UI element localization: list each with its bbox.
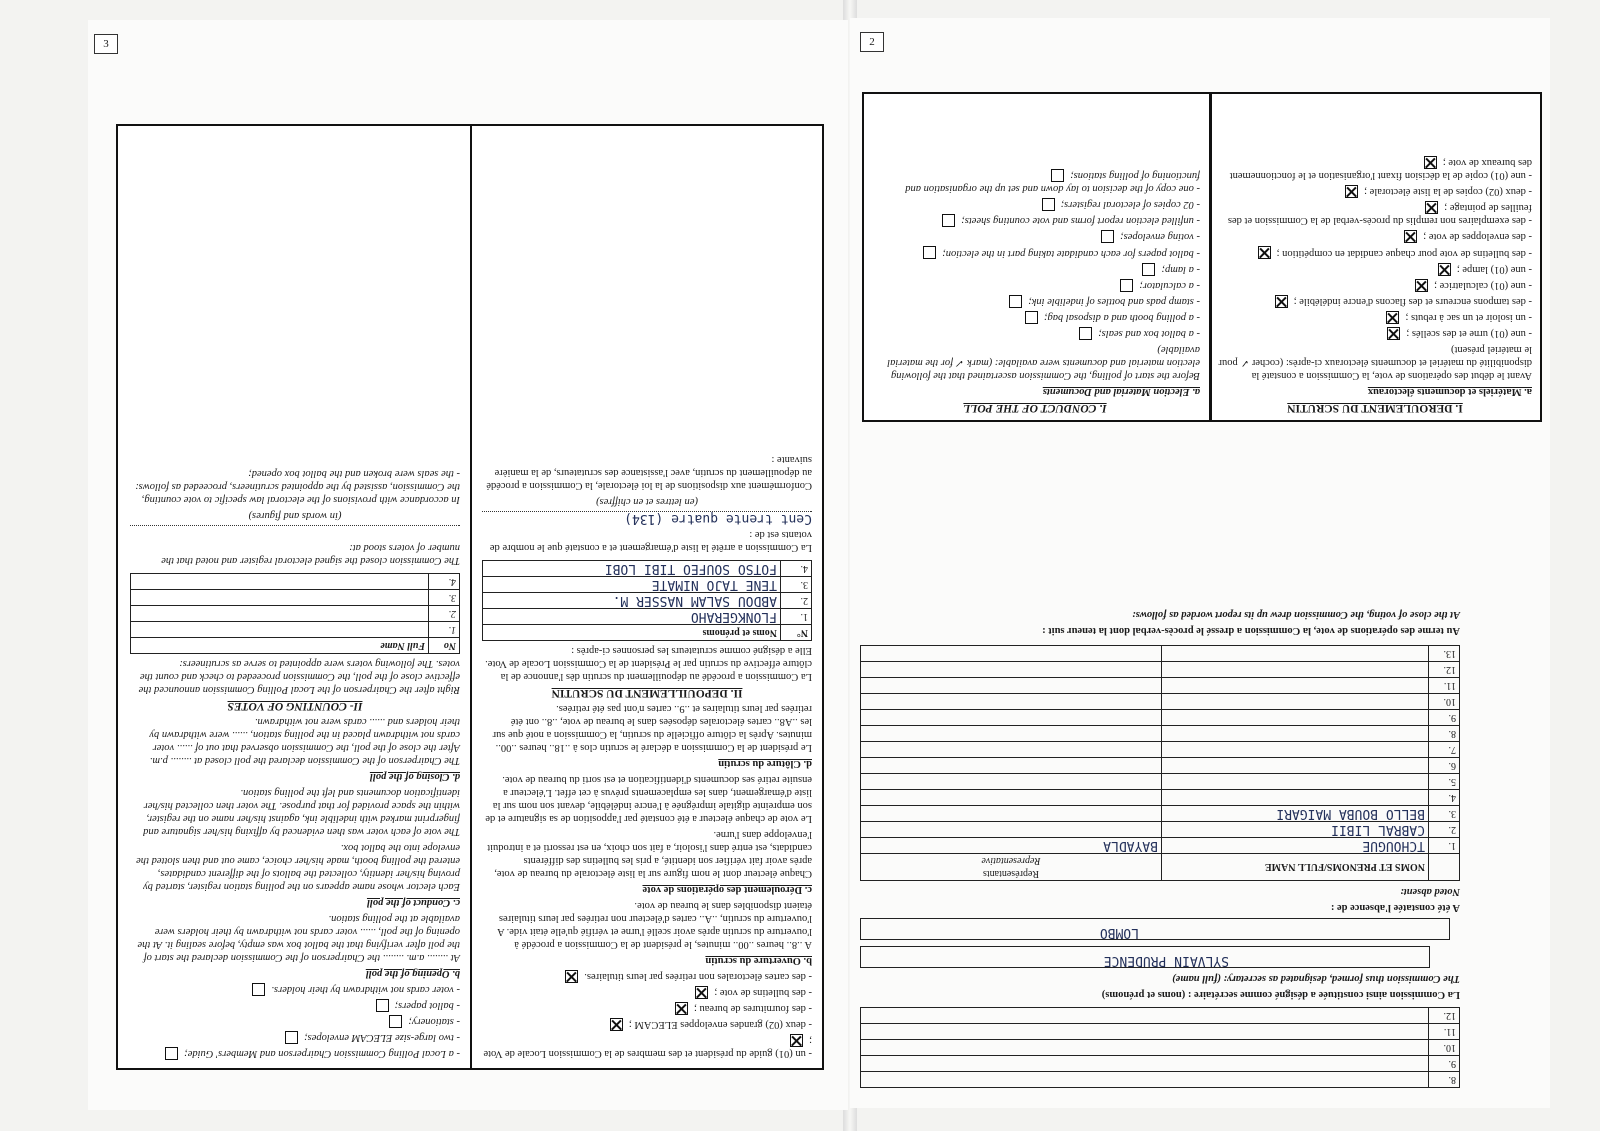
- fr-item: - une (01) calculatrice ;: [1218, 279, 1532, 292]
- row-number: 11.: [1429, 678, 1460, 694]
- fr-materials-title: a. Matériels et documents électoraux: [1367, 386, 1532, 397]
- table-row: [483, 608, 812, 624]
- en-materials-intro: Before the start of polling, the Commission ascertained that the following election material and documents were available: (mark ✓ for the material available): [887, 344, 1200, 381]
- table-row: [861, 710, 1460, 726]
- en-voters-note: (in words and figures): [248, 509, 342, 521]
- row-number: 11.: [1429, 1024, 1460, 1040]
- rep-name[interactable]: TCHOUGUE: [1162, 838, 1429, 854]
- row-number: 4.: [1429, 790, 1460, 806]
- table-row: [861, 726, 1460, 742]
- en-counting-title: II- COUNTING OF VOTES: [227, 699, 363, 712]
- checkbox[interactable]: [1025, 311, 1038, 324]
- table-row: [861, 678, 1460, 694]
- scrutineer-name[interactable]: [131, 589, 429, 605]
- rep-party[interactable]: [861, 742, 1162, 758]
- checkbox[interactable]: [565, 970, 578, 983]
- en-opening-title: b. Opening of the poll: [365, 967, 460, 979]
- checkbox[interactable]: [1120, 279, 1133, 292]
- page-number: 2: [860, 32, 884, 52]
- en-materials-title: a. Election Material and Documents: [1042, 386, 1200, 397]
- rep-name[interactable]: [1162, 758, 1429, 774]
- english-column: [130, 464, 460, 1060]
- row-number: 9.: [1429, 710, 1460, 726]
- rep-party[interactable]: [861, 806, 1162, 822]
- row-number: 9.: [1429, 1056, 1460, 1072]
- absent-name: LOMBO: [1099, 925, 1139, 940]
- en-item: - 02 copies of electoral registers;: [870, 198, 1200, 211]
- en-closing-text: The Chairperson of the Commission declared the poll closed at ........ p.m. After the close of the poll, the Commission observed that out of ...... voter cards not withdrawn placed in the polling station, ...... were withdrawn by their holders and ...... cards were not withdrawn.: [149, 715, 460, 766]
- rep-name[interactable]: [1162, 694, 1429, 710]
- en-material-1: - a Local Polling Commission Chairperson and Members' Guide;: [130, 1047, 460, 1060]
- table-header: No: [429, 637, 460, 653]
- en-item: - a calculator;: [870, 279, 1200, 292]
- column-divider: [1209, 94, 1212, 420]
- fr-item: - des bulletins de vote pour chaque candidat en compétition ;: [1218, 246, 1532, 259]
- fr-item: - deux (02) copies de la liste électorale ;: [1218, 185, 1532, 198]
- scrutateur-name[interactable]: FLONKGERAHO: [483, 608, 781, 624]
- rep-party[interactable]: [861, 710, 1162, 726]
- fr-opening-title: b. Ouverture du scrutin: [705, 954, 812, 966]
- table-header: N°: [781, 624, 812, 640]
- row-cell[interactable]: [861, 1072, 1429, 1088]
- secretary-fr: La Commission ainsi constituée a désigné comme secrétaire : (noms et prénoms): [1101, 989, 1460, 1000]
- french-column: [482, 450, 812, 1060]
- fr-material-4: - des bulletins de vote ;: [482, 986, 812, 999]
- table-row: [861, 646, 1460, 662]
- form-frame: [116, 124, 824, 1070]
- row-number: 13.: [1429, 646, 1460, 662]
- row-number: 2.: [429, 605, 460, 621]
- fr-item: - une (01) copie de la décision fixant l'organisation et le fonctionnement des bureaux de vote ;: [1229, 157, 1532, 182]
- checkbox[interactable]: [1425, 201, 1438, 214]
- rep-party[interactable]: [861, 790, 1162, 806]
- fr-item: - une (01) urne et des scellés ;: [1218, 327, 1532, 340]
- english-materials: [870, 166, 1200, 414]
- table-row: [861, 662, 1460, 678]
- row-number: 12.: [1429, 1008, 1460, 1024]
- table-row: [131, 621, 460, 637]
- checkbox[interactable]: [1009, 295, 1022, 308]
- fr-counting-text: La Commission a procédé au dépouillement du scrutin dès l'annonce de la clôture effective du scrutin par le Président de la Commission Locale de Vote. Elle a désigné comme scrutateurs les personnes ci-après :: [485, 644, 812, 682]
- fr-section-title: I. DEROULEMENT DU SCRUTIN: [1287, 402, 1463, 414]
- page-number: 3: [94, 34, 118, 54]
- table-row: [483, 592, 812, 608]
- row-number: 3.: [1429, 806, 1460, 822]
- row-cell[interactable]: [861, 1040, 1429, 1056]
- table-row: [861, 822, 1460, 838]
- fr-item: - des tampons encreurs et des flacons d'encre indélébile ;: [1218, 295, 1532, 308]
- checkbox[interactable]: [923, 246, 936, 259]
- row-cell[interactable]: [861, 1056, 1429, 1072]
- scrutineer-name[interactable]: [131, 573, 429, 589]
- top-rows: [860, 605, 1460, 1088]
- table-row: [861, 1072, 1460, 1088]
- fr-material-1: - un (01) guide du président et des membres de la Commission Locale de Vote ;: [483, 1035, 812, 1059]
- checkbox[interactable]: [790, 1034, 803, 1047]
- rep-party[interactable]: [861, 662, 1162, 678]
- row-number: 5.: [1429, 774, 1460, 790]
- table-header: Full Name: [131, 637, 429, 653]
- summary-en: At the close of voting, the Commission drew up its report worded as follows:: [1132, 609, 1460, 620]
- rep-name[interactable]: BELLO BOUBA MAIGARI: [1162, 806, 1429, 822]
- fr-opening-text: A ..8.. heures ..00.. minutes, le président de la Commission a procédé à l'ouverture du scrutin après avoir scellé l'urne et vérifié qu'elle était vide. A l'ouverture du scrutin, ..A.. cartes d'électeur non retirées par leurs titulaires étaient disponibles dans le bureau de vote.: [497, 899, 812, 950]
- checkbox[interactable]: [165, 1047, 178, 1060]
- rep-name[interactable]: [1162, 774, 1429, 790]
- checkbox[interactable]: [1258, 246, 1271, 259]
- absence-fr: A été constatée l'absence de :: [1330, 902, 1460, 913]
- table-row: [861, 790, 1460, 806]
- checkbox[interactable]: [376, 999, 389, 1012]
- rep-party[interactable]: [861, 646, 1162, 662]
- scrutineer-name[interactable]: [131, 605, 429, 621]
- checkbox[interactable]: [1051, 169, 1064, 182]
- table-row: [861, 742, 1460, 758]
- en-counting-text: Right after the Chairperson of the Local Polling Commission announced the effective close of the poll, the Commission proceeded to check and count the votes. The following voters were appointed to serve as scrutineers:: [138, 657, 460, 695]
- fr-item: - des enveloppes de vote ;: [1218, 230, 1532, 243]
- rep-party[interactable]: [861, 758, 1162, 774]
- en-material-4: - ballot papers;: [130, 999, 460, 1012]
- row-number: 2.: [1429, 822, 1460, 838]
- rep-name[interactable]: [1162, 646, 1429, 662]
- fr-counting-title: II. DEPOUILLEMENT DU SCRUTIN: [551, 686, 743, 699]
- row-number: 4.: [781, 560, 812, 576]
- en-material-5: - voter cards not withdrawn by their holders.: [130, 983, 460, 996]
- row-number: 7.: [1429, 742, 1460, 758]
- row-number: 8.: [1429, 1072, 1460, 1088]
- fr-votants-note: (en lettres et en chiffres): [596, 495, 698, 507]
- checkbox[interactable]: [1424, 156, 1437, 169]
- secretary-field[interactable]: [860, 946, 1430, 968]
- table-row: [861, 758, 1460, 774]
- voters-value-field[interactable]: [130, 525, 460, 538]
- row-number: 1.: [1429, 838, 1460, 854]
- checkbox[interactable]: [1345, 185, 1358, 198]
- en-conduct-text-2: The vote of each voter was then evidenced by affixing his/her signature and fingerprint marked with indelible ink, against his/her name on the register, within the space provided for that purpose. The voter then collected his/her identification documents and left the polling station.: [143, 786, 460, 837]
- en-item: - a ballot box and seals;: [870, 327, 1200, 340]
- fr-material-3: - des fournitures de bureau ;: [482, 1002, 812, 1015]
- rep-party[interactable]: [861, 726, 1162, 742]
- row-number: 1.: [781, 608, 812, 624]
- table-row: [483, 560, 812, 576]
- en-opening-text: At ........ a.m. ........ the Chairperson of the Commission declared the start of the poll after verifying that the ballot box was empty, before sealing it. At the opening of the poll, ...... voter cards not withdrawn by their holders were available at the polling station.: [137, 912, 460, 963]
- row-number: 10.: [1429, 694, 1460, 710]
- scrutineer-name[interactable]: [131, 621, 429, 637]
- rep-name[interactable]: [1162, 790, 1429, 806]
- en-item: - a lamp;: [870, 263, 1200, 276]
- checkbox[interactable]: [1415, 279, 1428, 292]
- checkbox[interactable]: [1386, 311, 1399, 324]
- top-rows-table: [860, 1007, 1460, 1088]
- checkbox[interactable]: [610, 1018, 623, 1031]
- en-item: - stamp pads and bottles of indelible ink;: [870, 295, 1200, 308]
- rep-name[interactable]: [1162, 726, 1429, 742]
- table-row: [131, 605, 460, 621]
- representative-header: [861, 854, 1162, 881]
- rep-header-en: Representative: [981, 855, 1041, 866]
- en-final-text: In accordance with provisions of the electoral law specific to vote counting, the Commission, assisted by the appointed scrutineers, proceeded as follows: - the seals were broken and the ballot box opened;: [135, 467, 460, 505]
- checkbox[interactable]: [252, 983, 265, 996]
- rep-name[interactable]: [1162, 678, 1429, 694]
- fr-item: - une (01) lampe ;: [1218, 263, 1532, 276]
- fr-final-text: Conformément aux dispositions de la loi électorale, la Commission a procédé au dépouillement du scrutin, avec l'assistance des scrutateurs, de la manière suivante :: [486, 453, 812, 491]
- checkbox[interactable]: [1275, 295, 1288, 308]
- row-number: 4.: [429, 573, 460, 589]
- material-frame: [862, 92, 1542, 422]
- checkbox[interactable]: [1042, 198, 1055, 211]
- fr-item: - des exemplaires non remplis du procès-verbal de la Commission et des feuilles de pointage ;: [1227, 202, 1532, 227]
- rep-party[interactable]: [861, 774, 1162, 790]
- fr-conduct-text-1: Chaque électeur dont le nom figure sur la liste électorale du bureau de vote, après avoir fait vérifier son identité, a pris les bulletins des différents candidats, est entré dans l'isoloir, a fait son choix, en est ressorti et a introduit l'enveloppe dans l'urne.: [487, 828, 812, 879]
- en-item: - voting envelopes;: [870, 230, 1200, 243]
- row-number: 12.: [1429, 662, 1460, 678]
- checkbox[interactable]: [1143, 263, 1156, 276]
- rep-party[interactable]: [861, 678, 1162, 694]
- rep-party[interactable]: [861, 822, 1162, 838]
- checkbox[interactable]: [1438, 263, 1451, 276]
- en-item: - ballot papers for each candidate taking part in the election;: [870, 246, 1200, 259]
- table-row: [861, 774, 1460, 790]
- rep-name[interactable]: CABRAL LIBII: [1162, 822, 1429, 838]
- rep-name[interactable]: [1162, 742, 1429, 758]
- table-row: [861, 1056, 1460, 1072]
- row-number: 1.: [429, 621, 460, 637]
- table-row: [131, 573, 460, 589]
- votants-value[interactable]: Cent trente quatre (134): [482, 511, 812, 525]
- left-page: [88, 20, 848, 1110]
- row-number: 10.: [1429, 1040, 1460, 1056]
- row-cell[interactable]: [861, 1024, 1429, 1040]
- checkbox[interactable]: [695, 986, 708, 999]
- table-row: [131, 589, 460, 605]
- en-item: - unfilled election report forms and vote counting sheets;: [870, 214, 1200, 227]
- en-item: - one copy of the decision to lay down and set up the organisation and functioning of polling stations;: [905, 170, 1200, 195]
- table-row: [861, 1024, 1460, 1040]
- rep-party[interactable]: BAYADLA: [861, 838, 1162, 854]
- row-number: 3.: [781, 576, 812, 592]
- checkbox[interactable]: [389, 1015, 402, 1028]
- scrutineers-table: [130, 573, 460, 654]
- en-conduct-title: c. Conduct of the poll: [366, 896, 460, 908]
- fr-material-2: - deux (02) grandes enveloppes ELECAM ;: [482, 1018, 812, 1031]
- row-number: 3.: [429, 589, 460, 605]
- checkbox[interactable]: [285, 1031, 298, 1044]
- en-voters-text: The Commission closed the signed electoral register and noted that the number of voters stood at:: [161, 541, 460, 566]
- fr-material-5: - des cartes électorales non retirées par leurs titulaires.: [482, 970, 812, 983]
- table-row: [861, 1008, 1460, 1024]
- scrutateur-name[interactable]: FOTSO SOUFEO TIBI LOBI: [483, 560, 781, 576]
- table-row: [483, 576, 812, 592]
- checkbox[interactable]: [1079, 327, 1092, 340]
- secretary-name: SYLVAIN PRUDENCE: [1103, 953, 1229, 968]
- fr-votants-text: La Commission a arrêté la liste d'émargement et a constaté que le nombre de votants est de :: [489, 528, 812, 553]
- rep-name[interactable]: [1162, 662, 1429, 678]
- checkbox[interactable]: [942, 214, 955, 227]
- scrutateur-name[interactable]: TENE TAJO NIMATE: [483, 576, 781, 592]
- summary-fr: Au terme des opérations de vote, la Commission a dressé le procès-verbal dont la teneur suit :: [1042, 625, 1460, 636]
- fr-closing-text: Le président de la Commission a déclaré le scrutin clos à ..18.. heures ..00.. minutes. Après la clôture officielle du scrutin, la Commission a noté que sur les ..A8.. cartes électorales déposées dans le bureau de vote, ..8.. ont été retirées par leurs titulaires et ..9.. cartes n'ont pas été retirées.: [492, 702, 812, 753]
- absence-en: Noted absent:: [1400, 886, 1460, 897]
- table-header: [1429, 854, 1460, 881]
- fr-item: - un isoloir et un sac à rebuts ;: [1218, 311, 1532, 324]
- en-conduct-text-1: Each elector whose name appears on the polling station register, started by proving his/her identity, collected the ballots of the different candidates, entered the polling booth, made his/her choice, came out and then slotted the envelope into the ballot box.: [136, 841, 460, 892]
- en-material-3: - stationery;: [130, 1015, 460, 1028]
- row-number: 6.: [1429, 758, 1460, 774]
- french-materials: [1218, 153, 1532, 414]
- checkbox[interactable]: [675, 1002, 688, 1015]
- row-cell[interactable]: [861, 1008, 1429, 1024]
- checkbox[interactable]: [1387, 327, 1400, 340]
- en-closing-title: d. Closing of the poll: [369, 770, 460, 782]
- row-number: 2.: [781, 592, 812, 608]
- table-row: [861, 806, 1460, 822]
- table-row: [861, 694, 1460, 710]
- checkbox[interactable]: [1404, 230, 1417, 243]
- table-row: [861, 838, 1460, 854]
- en-item: - a polling booth and a disposal bag;: [870, 311, 1200, 324]
- rep-name[interactable]: [1162, 710, 1429, 726]
- rep-header-fr: Représentants: [982, 868, 1040, 879]
- absent-field[interactable]: [860, 918, 1450, 940]
- table-header: Noms et prénoms: [483, 624, 781, 640]
- fr-materials-intro: Avant le début des opérations de vote, la Commission a constaté la disponibilité du matériel et documents électoraux ci-après: (cocher ✓ pour le matériel présent): [1218, 344, 1532, 381]
- row-number: 8.: [1429, 726, 1460, 742]
- scrutateur-name[interactable]: ABDOU SALAM NASSER M.: [483, 592, 781, 608]
- fr-conduct-title: c. Déroulement des opérations de vote: [642, 883, 812, 895]
- rep-party[interactable]: [861, 694, 1162, 710]
- table-row: [861, 1040, 1460, 1056]
- column-divider: [470, 126, 472, 1068]
- right-page: [850, 18, 1550, 1108]
- scrutateurs-table: [482, 560, 812, 641]
- secretary-en: The Commission thus formed, designated as secretary: (full name): [1172, 973, 1460, 984]
- fr-conduct-text-2: Le vote de chaque électeur a été constaté par l'apposition de sa signature et de son empreinte digitale imprégnée à l'encre indélébile, devant son nom sur la liste d'émargement, dans les emplacements prévus à cet effet. L'électeur a ensuite retiré ses documents d'identification et est sorti du bureau de vote.: [485, 773, 812, 824]
- en-section-title: I. CONDUCT OF THE POLL: [963, 402, 1107, 414]
- en-material-2: - two large-size ELECAM envelopes;: [130, 1031, 460, 1044]
- name-header: NOMS ET PRENOMS/FULL NAME: [1162, 854, 1429, 881]
- fr-closing-title: d. Clôture du scrutin: [718, 757, 812, 769]
- representatives-table: [860, 645, 1460, 881]
- checkbox[interactable]: [1101, 230, 1114, 243]
